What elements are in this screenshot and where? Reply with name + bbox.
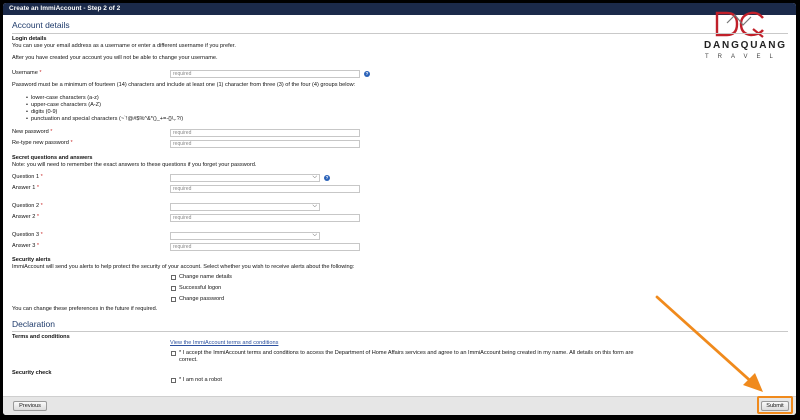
brand-name: DANGQUANG <box>704 40 787 51</box>
secret-questions-heading: Secret questions and answers <box>12 155 93 161</box>
security-alerts-note: ImmiAccount will send you alerts to help protect the security of your account. Select whether you wish to receive alerts about the following: <box>12 264 355 270</box>
username-note: After you have created your account you will not be able to change your username. <box>12 55 218 61</box>
question-3-select[interactable] <box>170 232 320 240</box>
answer-1-label: Answer 1 * <box>12 185 40 191</box>
retype-password-label: Re-type new password * <box>12 140 73 146</box>
login-note: You can use your email address as a username or enter a different username if you prefer. <box>12 43 236 49</box>
security-alerts-heading: Security alerts <box>12 257 51 263</box>
new-password-input[interactable]: required <box>170 129 360 137</box>
accept-terms-checkbox[interactable] <box>171 351 176 356</box>
login-details-heading: Login details <box>12 36 47 42</box>
question-2-select[interactable] <box>170 203 320 211</box>
brand-subtitle: TRAVEL <box>705 54 782 60</box>
alert-change-password-checkbox[interactable] <box>171 297 176 302</box>
secret-questions-note: Note: you will need to remember the exact answers to these questions if you forget your password. <box>12 162 257 168</box>
username-label: Username * <box>12 70 42 76</box>
question-help-icon[interactable]: ? <box>325 175 329 180</box>
account-details-heading: Account details <box>12 20 70 30</box>
question-2-label: Question 2 * <box>12 203 43 209</box>
chevron-down-icon: ⌵ <box>312 232 317 238</box>
alert-option-label: Change name details <box>179 274 232 280</box>
annotation-arrow-icon <box>643 293 783 403</box>
question-1-label: Question 1 * <box>12 174 43 180</box>
username-help-icon[interactable]: ? <box>365 71 369 76</box>
terms-heading: Terms and conditions <box>12 334 70 340</box>
terms-text-cont: correct. <box>179 357 198 363</box>
answer-3-input[interactable]: required <box>170 243 360 251</box>
security-check-heading: Security check <box>12 370 52 376</box>
alert-successful-logon-checkbox[interactable] <box>171 286 176 291</box>
answer-3-label: Answer 3 * <box>12 243 40 249</box>
terms-text: * I accept the ImmiAccount terms and conditions to access the Department of Home Affairs services and agree to an ImmiAccount being created in my name. All details on this form are <box>179 350 634 356</box>
alert-option-label: Successful logon <box>179 285 222 291</box>
declaration-heading: Declaration <box>12 319 55 329</box>
password-group-item: • upper-case characters (A-Z) <box>31 102 101 109</box>
new-password-label: New password * <box>12 129 53 135</box>
password-group-item: • punctuation and special characters (~`!@#$%^&*()_+=-{}\,.?/) <box>31 116 183 123</box>
username-input[interactable]: required <box>170 70 360 78</box>
answer-1-input[interactable]: required <box>170 185 360 193</box>
answer-2-input[interactable]: required <box>170 214 360 222</box>
alert-option-label: Change password <box>179 296 225 302</box>
brand-logo-icon <box>713 9 771 39</box>
robot-label: * I am not a robot <box>179 377 222 383</box>
password-rule: Password must be a minimum of fourteen (14) characters and include at least one (1) character from three (3) of the four (4) groups below: <box>12 82 356 88</box>
previous-button[interactable]: Previous <box>13 401 47 411</box>
question-3-label: Question 3 * <box>12 232 43 238</box>
divider <box>12 33 788 34</box>
alerts-footer-note: You can change these preferences in the future if required. <box>12 306 158 312</box>
alert-change-name-checkbox[interactable] <box>171 275 176 280</box>
terms-link[interactable]: View the ImmiAccount terms and conditions <box>170 340 279 346</box>
chevron-down-icon: ⌵ <box>312 174 317 180</box>
chevron-down-icon: ⌵ <box>312 203 317 209</box>
window-title: Create an ImmiAccount - Step 2 of 2 <box>3 3 796 15</box>
submit-button[interactable]: Submit <box>761 401 789 411</box>
answer-2-label: Answer 2 * <box>12 214 40 220</box>
password-group-item: • digits (0-9) <box>31 109 57 116</box>
form-panel <box>3 3 796 415</box>
password-group-item: • lower-case characters (a-z) <box>31 95 99 102</box>
robot-checkbox[interactable] <box>171 378 176 383</box>
question-1-select[interactable] <box>170 174 320 182</box>
retype-password-input[interactable]: required <box>170 140 360 148</box>
